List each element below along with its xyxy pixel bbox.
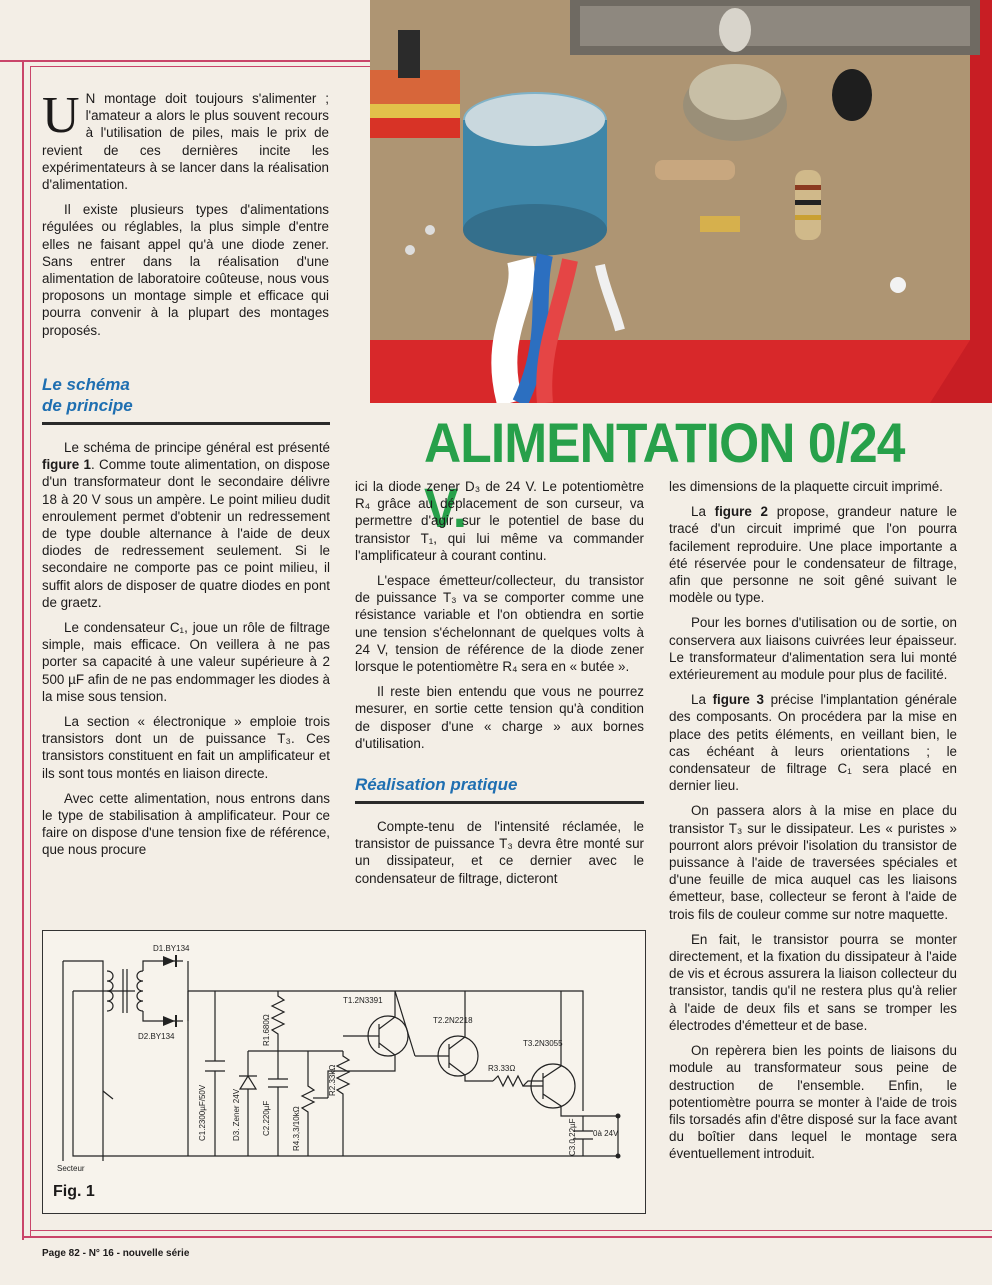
label-out: 0à 24V xyxy=(593,1129,619,1138)
frame-left-outer xyxy=(22,60,24,1240)
label-t3: T3.2N3055 xyxy=(523,1039,563,1048)
text: Le schéma de principe général est présenté xyxy=(64,440,330,455)
section-realisation-title: Réalisation pratique xyxy=(355,775,518,795)
text: La xyxy=(691,692,713,708)
frame-top xyxy=(0,60,372,62)
title-line-2: de principe xyxy=(42,396,133,415)
col3-paragraph-2 xyxy=(669,503,957,606)
text: . Comme toute alimentation, on dispose d'un transformateur dont le secondaire délivre 18 à 20 V sous un ampère. Le point milieu dudit enroulement permet d'obtenir un redressement de type double alternance à l'aide de deux diodes de redressement seulement. Si le secondaire ne comporte pas ce point milieu, il suffit alors de disposer de quatre diodes en pont de graetz. xyxy=(42,457,330,610)
frame-bottom xyxy=(22,1236,992,1238)
label-c1: C1.2300µF/50V xyxy=(198,1084,207,1141)
col3-paragraph-3: Pour les bornes d'utilisation ou de sortie, on conservera aux liaisons cuivrées leur épaisseur. Le transformateur d'alimentation sera lui monté extérieurement au module pour plus de facilité. xyxy=(669,615,957,683)
col3-paragraph-5: On passera alors à la mise en place du transistor T₃ sur le dissipateur. Les « puristes » pourront alors prévoir l'isolation du transistor de puissance à l'aide de traversées spéciales et d'une feuille de mica auquel cas les liaisons émetteur, base, collecteur se feront à l'aide de trois fils de couleur comme sur notre maquette. xyxy=(669,803,957,922)
label-r4: R4.3,3/10kΩ xyxy=(292,1106,301,1151)
text: propose, grandeur nature le tracé d'un circuit imprimé que l'on pourra facilement reproduire. Une place importante a été réservée pour le condensateur de filtrage, afin que personne ne soit gêné suivant le modèle ou type. xyxy=(669,504,957,606)
dropcap: U xyxy=(42,87,80,144)
intro-block xyxy=(42,87,329,347)
label-r1: R1.680Ω xyxy=(262,1014,271,1046)
figure-ref: figure 3 xyxy=(712,692,764,708)
col2-paragraph-3: Il reste bien entendu que vous ne pourrez mesurer, en sortie cette tension qu'à condition de disposer d'une « charge » aux bornes d'utilisation. xyxy=(355,684,644,751)
label-d2: D2.BY134 xyxy=(138,1032,175,1041)
frame-top-inner xyxy=(30,66,372,67)
column-3 xyxy=(669,478,957,1171)
col2-paragraph-2: L'espace émetteur/collecteur, du transistor de puissance T₃ va se comporter comme une résistance variable et l'on obtiendra en sortie une tension s'échelonnant de quelques volts à 24 V, tension de référence de la diode zener lorsque le potentiomètre R₄ sera en « butée ». xyxy=(355,573,644,675)
col3-paragraph-6: En fait, le transistor pourra se monter directement, et la fixation du dissipateur à l'aide de vis et écrous assurera la liaison collecteur du transistor, tandis qu'il ne restera plus qu'à relier à l'aide de deux fils et sans se tromper les électrodes d'émetteur et de base. xyxy=(669,931,957,1033)
label-d1: D1.BY134 xyxy=(153,944,190,953)
column-2 xyxy=(355,478,644,895)
principle-paragraph-4: Avec cette alimentation, nous entrons dans le type de stabilisation à amplificateur. Pour ce faire on dispose d'une tension fixe de référence, que nous procure xyxy=(42,790,330,858)
text: précise l'implantation générale des composants. On procédera par la mise en place des petits éléments, en veillant bien, le cas échéant à leurs orientations ; le condensateur de filtrage C₁ sera placé en dernier lieu. xyxy=(669,692,957,794)
principle-paragraph-3: La section « électronique » emploie trois transistors dont un de puissance T₃. Ces transistors constituent en fait un amplificateur et ils sont tous montés en liaison directe. xyxy=(42,714,330,781)
col3-paragraph-7: On repèrera bien les points de liaisons du module au transformateur sous peine de destruction de l'ensemble. Enfin, le potentiomètre pourra se monter à l'aide de trois fils torsadés afin d'être disposé sur la face avant du boîtier dans lequel le montage sera éventuellement introduit. xyxy=(669,1043,957,1162)
label-t1: T1.2N3391 xyxy=(343,996,383,1005)
col3-paragraph-1: les dimensions de la plaquette circuit imprimé. xyxy=(669,479,943,494)
intro-text-1: N montage doit toujours s'alimenter ; l'amateur a alors le plus souvent recours à l'utilisation de piles, mais le prix de revient de ces dernières incite les expérimentateurs à se lancer dans la réalisation d'alimentation. xyxy=(42,91,329,193)
label-d3: D3. Zener 24V xyxy=(232,1088,241,1141)
col2-paragraph-1: ici la diode zener D₃ de 24 V. Le potentiomètre R₄ grâce au déplacement de son curseur, va permettre d'agir sur le potentiel de base du transistor T₁, qui lui même va commander l'amplificateur à courant continu. xyxy=(355,479,644,563)
section-rule xyxy=(355,801,644,804)
col3-paragraph-4 xyxy=(669,691,957,794)
title-line-1: Le schéma xyxy=(42,375,130,394)
label-c3: C3.0,22µF xyxy=(568,1118,577,1156)
col2-paragraph-4: Compte-tenu de l'intensité réclamée, le transistor de puissance T₃ devra être monté sur un dissipateur, et ce dernier avec le condensateur de filtrage, dicteront xyxy=(355,819,644,886)
figure-ref: figure 1 xyxy=(42,457,91,473)
label-mains: Secteur xyxy=(57,1164,85,1173)
frame-left xyxy=(30,66,31,1236)
page-headline: ALIMENTATION 0/24 V. xyxy=(424,411,905,539)
label-r2: R2.33kΩ xyxy=(328,1064,337,1096)
intro-paragraph-2: Il existe plusieurs types d'alimentations régulées ou réglables, la plus simple d'entre elles ne faisant appel qu'à une diode zener. Sans entrer dans la réalisation d'une alimentation de laboratoire coûteuse, nous vous proposons un montage simple et efficace qui pourra convenir à la plupart des montages proposés. xyxy=(42,202,329,338)
frame-bottom-inner xyxy=(30,1230,992,1231)
text: La xyxy=(691,504,715,520)
circuit-board-photo xyxy=(370,0,992,403)
schematic-drawing xyxy=(43,931,645,1213)
label-c2: C2.220µF xyxy=(262,1100,271,1136)
intro-paragraph-1 xyxy=(42,87,329,193)
figure-1-schematic xyxy=(42,930,646,1214)
figure-ref: figure 2 xyxy=(714,504,768,520)
section-rule xyxy=(42,422,330,425)
label-r3: R3.33Ω xyxy=(488,1064,516,1073)
label-t2: T2.2N2218 xyxy=(433,1016,473,1025)
figure-label: Fig. 1 xyxy=(53,1183,95,1200)
principle-paragraph-1 xyxy=(42,439,330,611)
section-principle xyxy=(42,374,330,867)
section-principle-title xyxy=(42,374,330,416)
principle-paragraph-2: Le condensateur C₁, joue un rôle de filtrage simple, mais efficace. On veillera à ne pas porter sa capacité à une valeur supérieure à 2 500 µF afin de ne pas endommager les diodes à la mise sous tension. xyxy=(42,620,330,704)
page-footer: Page 82 - N° 16 - nouvelle série xyxy=(42,1248,190,1259)
